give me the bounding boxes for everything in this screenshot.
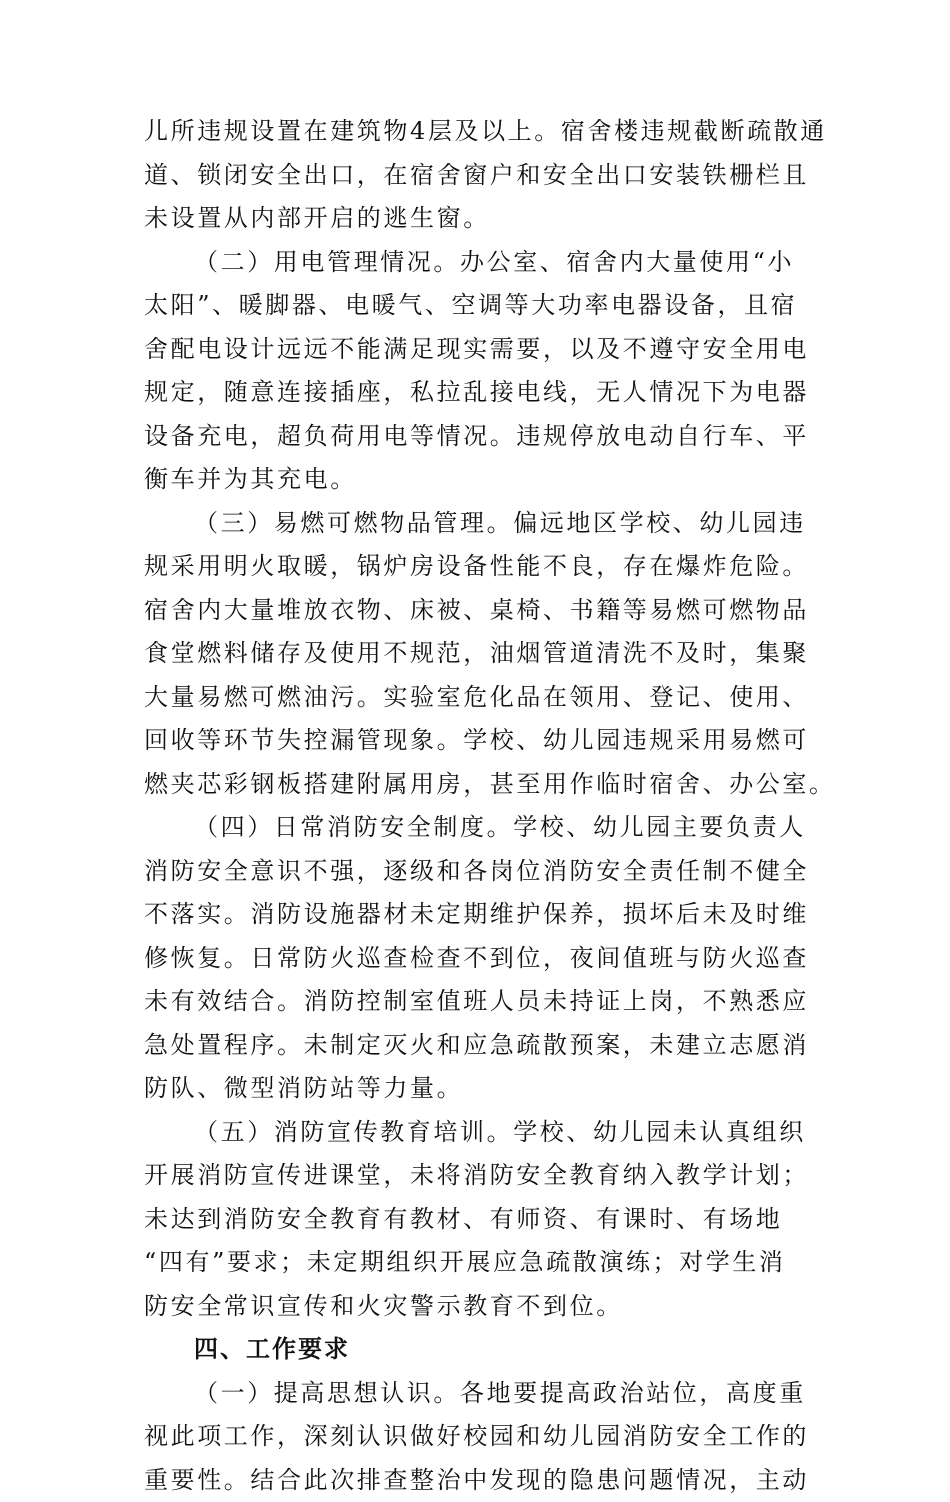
document-page [144,110,806,1502]
text-line: 视此项工作，深刻认识做好校园和幼儿园消防安全工作的 [144,1415,806,1459]
text-line: 规定，随意连接插座，私拉乱接电线，无人情况下为电器 [144,371,806,415]
text-line: 太阳”、暖脚器、电暖气、空调等大功率电器设备，且宿 [144,284,806,328]
text-line: 燃夹芯彩钢板搭建附属用房，甚至用作临时宿舍、办公室。 [144,763,806,807]
text-line: 舍配电设计远远不能满足现实需要，以及不遵守安全用电 [144,328,806,372]
text-line: 消防安全意识不强，逐级和各岗位消防安全责任制不健全 [144,850,806,894]
text-line: 规采用明火取暖，锅炉房设备性能不良，存在爆炸危险。 [144,545,806,589]
text-line: 设备充电，超负荷用电等情况。违规停放电动自行车、平 [144,415,806,459]
paragraph-start-line: （二）用电管理情况。办公室、宿舍内大量使用“小 [144,241,806,285]
text-line: 未有效结合。消防控制室值班人员未持证上岗，不熟悉应 [144,980,806,1024]
text-line: 儿所违规设置在建筑物4层及以上。宿舍楼违规截断疏散通 [144,110,806,154]
paragraph-start-line: （一）提高思想认识。各地要提高政治站位，高度重 [144,1372,806,1416]
text-line: 不落实。消防设施器材未定期维护保养，损坏后未及时维 [144,893,806,937]
text-line: 重要性。结合此次排查整治中发现的隐患问题情况，主动 [144,1459,806,1502]
section-heading: 四、工作要求 [144,1328,806,1372]
text-line: 大量易燃可燃油污。实验室危化品在领用、登记、使用、 [144,676,806,720]
text-line: 食堂燃料储存及使用不规范，油烟管道清洗不及时，集聚 [144,632,806,676]
text-line: 开展消防宣传进课堂，未将消防安全教育纳入教学计划； [144,1154,806,1198]
text-line: 修恢复。日常防火巡查检查不到位，夜间值班与防火巡查 [144,937,806,981]
text-line: 未设置从内部开启的逃生窗。 [144,197,806,241]
text-line: “四有”要求；未定期组织开展应急疏散演练；对学生消 [144,1241,806,1285]
text-line: 回收等环节失控漏管现象。学校、幼儿园违规采用易燃可 [144,719,806,763]
text-line: 宿舍内大量堆放衣物、床被、桌椅、书籍等易燃可燃物品 [144,589,806,633]
text-line: 道、锁闭安全出口，在宿舍窗户和安全出口安装铁栅栏且 [144,154,806,198]
paragraph-start-line: （五）消防宣传教育培训。学校、幼儿园未认真组织 [144,1111,806,1155]
text-line: 防队、微型消防站等力量。 [144,1067,806,1111]
paragraph-start-line: （四）日常消防安全制度。学校、幼儿园主要负责人 [144,806,806,850]
text-line: 衡车并为其充电。 [144,458,806,502]
text-line: 防安全常识宣传和火灾警示教育不到位。 [144,1285,806,1329]
text-line: 未达到消防安全教育有教材、有师资、有课时、有场地 [144,1198,806,1242]
text-line: 急处置程序。未制定灭火和应急疏散预案，未建立志愿消 [144,1024,806,1068]
paragraph-start-line: （三）易燃可燃物品管理。偏远地区学校、幼儿园违 [144,502,806,546]
